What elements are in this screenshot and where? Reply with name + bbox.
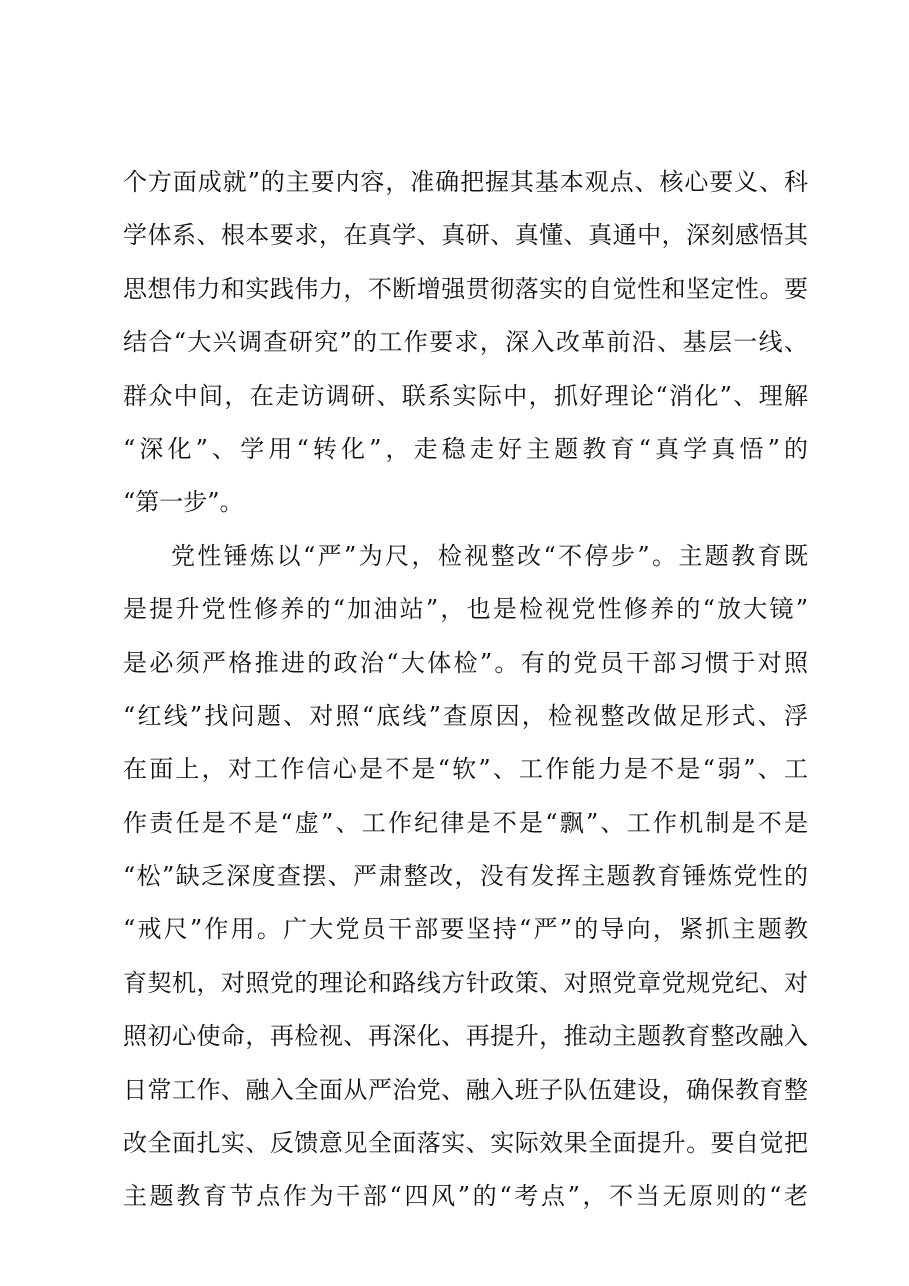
text-line: 作责任是不是“虚”、工作纪律是不是“飘”、工作机制是不是 — [123, 808, 808, 837]
body-text — [123, 156, 808, 1224]
text-line: 是必须严格推进的政治“大体检”。有的党员干部习惯于对照 — [123, 648, 808, 677]
text-line: 育契机，对照党的理论和路线方针政策、对照党章党规党纪、对 — [123, 968, 808, 997]
text-line: 学体系、根本要求，在真学、真研、真懂、真通中，深刻感悟其 — [123, 221, 808, 250]
text-line: 在面上，对工作信心是不是“软”、工作能力是不是“弱”、工 — [123, 755, 808, 784]
paragraph-1 — [123, 156, 808, 530]
text-line: 个方面成就”的主要内容，准确把握其基本观点、核心要义、科 — [123, 168, 808, 196]
paragraph-2 — [123, 530, 808, 1224]
text-line: “戒尺”作用。广大党员干部要坚持“严”的导向，紧抓主题教 — [123, 915, 808, 944]
text-line: “松”缺乏深度查摆、严肃整改，没有发挥主题教育锤炼党性的 — [123, 862, 808, 891]
text-line: 主题教育节点作为干部“四风”的“考点”，不当无原则的“老 — [123, 1182, 808, 1211]
text-line: “第一步”。 — [123, 488, 244, 517]
text-line: 思想伟力和实践伟力，不断增强贯彻落实的自觉性和坚定性。要 — [123, 274, 808, 303]
text-line: “深化”、学用“转化”，走稳走好主题教育“真学真悟”的 — [123, 434, 808, 463]
text-line: 结合“大兴调查研究”的工作要求，深入改革前沿、基层一线、 — [123, 328, 808, 357]
text-line: “红线”找问题、对照“底线”查原因，检视整改做足形式、浮 — [123, 701, 808, 730]
text-line: 照初心使命，再检视、再深化、再提升，推动主题教育整改融入 — [123, 1022, 808, 1051]
text-line: 日常工作、融入全面从严治党、融入班子队伍建设，确保教育整 — [123, 1075, 808, 1104]
text-line: 改全面扎实、反馈意见全面落实、实际效果全面提升。要自觉把 — [123, 1129, 808, 1158]
text-line: 群众中间，在走访调研、联系实际中，抓好理论“消化”、理解 — [123, 381, 808, 410]
text-line: 党性锤炼以“严”为尺，检视整改“不停步”。主题教育既 — [171, 541, 808, 570]
text-line: 是提升党性修养的“加油站”，也是检视党性修养的“放大镜” — [123, 595, 808, 624]
